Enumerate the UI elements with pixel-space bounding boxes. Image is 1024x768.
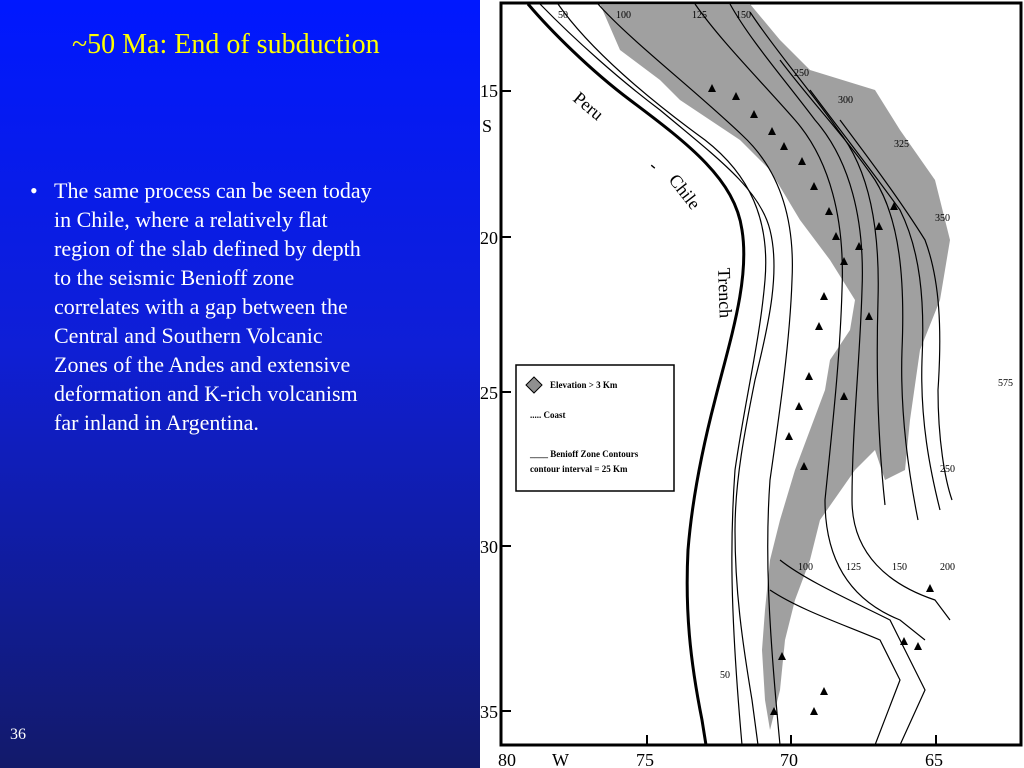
trench-labels — [569, 88, 735, 319]
lat-label-35: 35 — [480, 702, 498, 722]
lat-label-30: 30 — [480, 537, 498, 557]
lon-label-70: 70 — [780, 750, 798, 768]
lon-label-75: 75 — [636, 750, 654, 768]
legend-interval: contour interval = 25 Km — [530, 464, 628, 474]
trench-label-peru: Peru — [569, 87, 608, 125]
latitude-labels — [480, 81, 498, 722]
lat-label-20: 20 — [480, 228, 498, 248]
lat-label-25: 25 — [480, 383, 498, 403]
contour-label: 200 — [940, 562, 955, 573]
contour-label: 350 — [935, 213, 950, 224]
trench-label-trench: Trench — [714, 267, 736, 319]
contour-label: 325 — [894, 139, 909, 150]
longitude-labels — [498, 750, 943, 768]
trench-label-chile: Chile — [664, 170, 705, 214]
legend-benioff: ____ Benioff Zone Contours — [530, 449, 639, 459]
contour-label: 250 — [794, 68, 809, 79]
legend-elevation: Elevation > 3 Km — [550, 380, 618, 390]
lat-label-s: S — [482, 116, 493, 136]
contour-label: 150 — [892, 562, 907, 573]
trench-label-dash: - — [645, 155, 663, 175]
contour-label: 50 — [720, 670, 730, 681]
contour-label: 250 — [940, 464, 955, 475]
bullet-text: The same process can be seen today in Chile, where a relatively flat region of the slab defined by depth to the seismic Benioff zone correlates with a gap between the Central and Southern Volcanic Zones of the Andes and extensive deformation and K-rich volcanism far inland in Argentina. — [54, 178, 372, 435]
contour-label: 125 — [846, 562, 861, 573]
slide-number: 36 — [10, 726, 26, 743]
lon-label-65: 65 — [925, 750, 943, 768]
contour-label: 300 — [838, 95, 853, 106]
bullet-list — [30, 176, 380, 437]
benioff-zone-map — [480, 0, 1024, 768]
contour-label: 100 — [616, 10, 631, 21]
contour-label: 100 — [798, 562, 813, 573]
contour-label: 150 — [736, 10, 751, 21]
lon-label-w: W — [552, 750, 569, 768]
legend-coast: ..... Coast — [530, 410, 566, 420]
bullet-symbol: • — [30, 178, 38, 203]
contour-label: 50 — [558, 10, 568, 21]
contour-label: 575 — [998, 378, 1013, 389]
bullet-item — [30, 176, 380, 437]
slide-title: ~50 Ma: End of subduction — [72, 29, 380, 60]
lon-label-80: 80 — [498, 750, 516, 768]
contour-label: 125 — [692, 10, 707, 21]
lat-label-15: 15 — [480, 81, 498, 101]
map-legend — [516, 365, 674, 491]
